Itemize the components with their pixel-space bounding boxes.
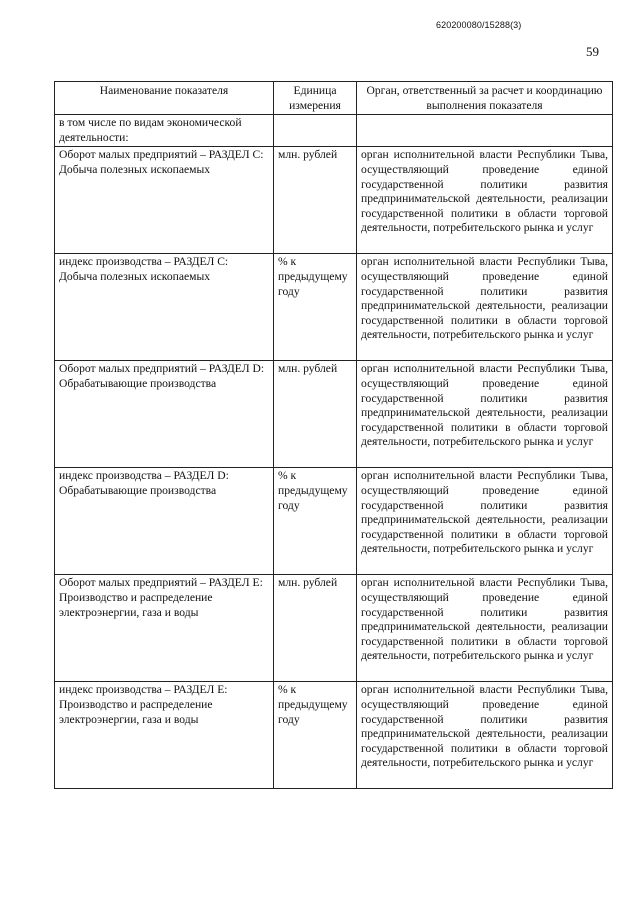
- table-header-row: [55, 82, 613, 115]
- indicator-unit: млн. рублей: [274, 147, 357, 254]
- responsible-organ: орган исполнительной власти Республики Тыва, осуществляющий проведение единой государственной политики развития предпринимательской деятельности, реализации государственной политики в области торговой деятельности, потребительского рынка и услуг: [357, 468, 613, 575]
- section-empty-cell: [357, 115, 613, 147]
- document-code: 620200080/15288(3): [436, 20, 522, 30]
- indicator-name: индекс производства – РАЗДЕЛ С: Добыча полезных ископаемых: [55, 254, 274, 361]
- column-header-organ: Орган, ответственный за расчет и координацию выполнения показателя: [357, 82, 613, 115]
- table-row: [55, 575, 613, 682]
- section-row: [55, 115, 613, 147]
- indicator-unit: % к предыдущему году: [274, 254, 357, 361]
- table-row: [55, 361, 613, 468]
- indicator-unit: млн. рублей: [274, 361, 357, 468]
- responsible-organ: орган исполнительной власти Республики Тыва, осуществляющий проведение единой государственной политики развития предпринимательской деятельности, реализации государственной политики в области торговой деятельности, потребительского рынка и услуг: [357, 575, 613, 682]
- section-label: в том числе по видам экономической деятельности:: [55, 115, 274, 147]
- indicators-table: [54, 81, 613, 789]
- responsible-organ: орган исполнительной власти Республики Тыва, осуществляющий проведение единой государственной политики развития предпринимательской деятельности, реализации государственной политики в области торговой деятельности, потребительского рынка и услуг: [357, 682, 613, 789]
- table-row: [55, 682, 613, 789]
- table-row: [55, 254, 613, 361]
- page-number: 59: [586, 44, 599, 59]
- section-empty-cell: [274, 115, 357, 147]
- indicator-name: индекс производства – РАЗДЕЛ Е: Производство и распределение электроэнергии, газа и воды: [55, 682, 274, 789]
- responsible-organ: орган исполнительной власти Республики Тыва, осуществляющий проведение единой государственной политики развития предпринимательской деятельности, реализации государственной политики в области торговой деятельности, потребительского рынка и услуг: [357, 361, 613, 468]
- responsible-organ: орган исполнительной власти Республики Тыва, осуществляющий проведение единой государственной политики развития предпринимательской деятельности, реализации государственной политики в области торговой деятельности, потребительского рынка и услуг: [357, 254, 613, 361]
- indicator-name: индекс производства – РАЗДЕЛ D: Обрабатывающие производства: [55, 468, 274, 575]
- column-header-unit: Единица измерения: [274, 82, 357, 115]
- indicator-unit: % к предыдущему году: [274, 468, 357, 575]
- indicator-unit: % к предыдущему году: [274, 682, 357, 789]
- indicator-name: Оборот малых предприятий – РАЗДЕЛ Е: Производство и распределение электроэнергии, газа и воды: [55, 575, 274, 682]
- table-row: [55, 147, 613, 254]
- table-row: [55, 468, 613, 575]
- column-header-name: Наименование показателя: [55, 82, 274, 115]
- indicator-name: Оборот малых предприятий – РАЗДЕЛ С: Добыча полезных ископаемых: [55, 147, 274, 254]
- indicator-unit: млн. рублей: [274, 575, 357, 682]
- responsible-organ: орган исполнительной власти Республики Тыва, осуществляющий проведение единой государственной политики развития предпринимательской деятельности, реализации государственной политики в области торговой деятельности, потребительского рынка и услуг: [357, 147, 613, 254]
- indicator-name: Оборот малых предприятий – РАЗДЕЛ D: Обрабатывающие производства: [55, 361, 274, 468]
